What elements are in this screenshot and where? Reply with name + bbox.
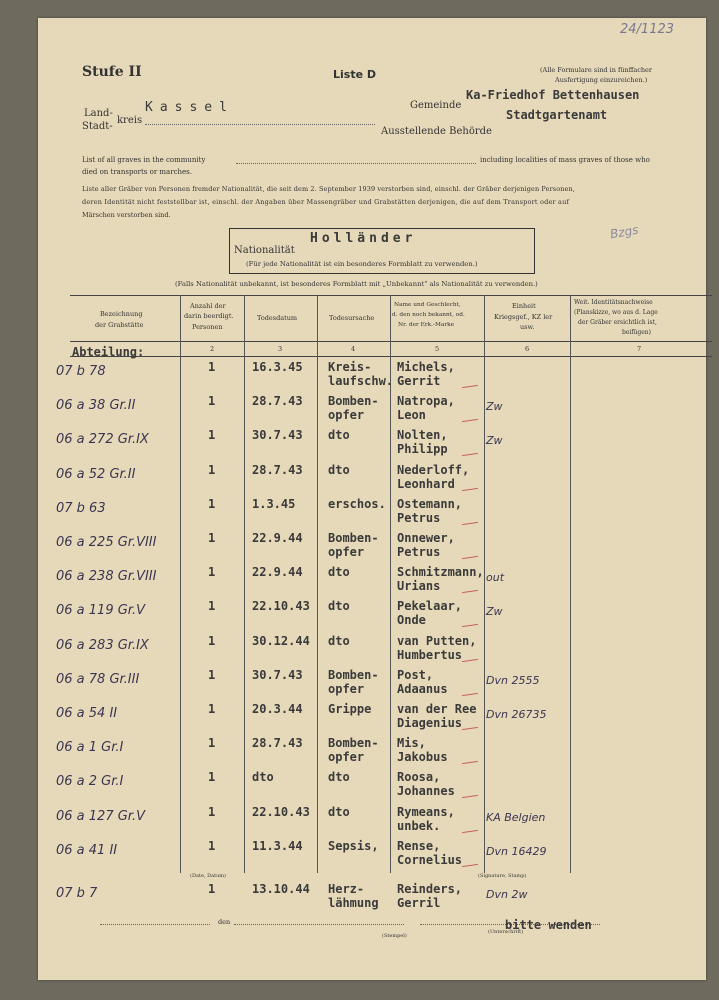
kreis-line	[145, 124, 375, 125]
name-line1: Rymeans,	[397, 805, 455, 819]
german-text-line3: Märschen verstorben sind.	[82, 211, 171, 219]
gemeinde-label: Gemeinde	[410, 100, 462, 111]
header-col5-l2: d. den noch bekannt, od.	[392, 312, 465, 318]
death-cause-line1: dto	[328, 770, 350, 784]
person-count: 1	[208, 531, 216, 545]
name-line2: Gerril	[397, 896, 441, 910]
person-count: 1	[208, 839, 216, 853]
death-date: 28.7.43	[252, 463, 303, 477]
header-col4: Todesursache	[329, 314, 375, 322]
name-line1: Michels,	[397, 360, 455, 374]
land-label: Land-	[84, 108, 113, 119]
name-line1: Onnewer,	[397, 531, 455, 545]
name-line2: Leonhard	[397, 477, 455, 491]
date-line	[234, 924, 404, 925]
name-line2: Humbertus	[397, 648, 463, 662]
name-line1: Natropa,	[397, 394, 455, 408]
header-col7-l3: der Gräber ersichtlich ist,	[578, 319, 657, 326]
person-count: 1	[208, 599, 216, 613]
name-line2: Urians	[397, 579, 441, 593]
turn-page-note: bitte wenden	[505, 918, 592, 932]
english-line-dots	[236, 163, 476, 164]
name-line2: Cornelius	[397, 853, 463, 867]
person-count: 1	[208, 805, 216, 819]
gemeinde-value: Ka-Friedhof Bettenhausen	[466, 88, 640, 102]
death-date: 13.10.44	[252, 882, 310, 896]
death-date: 22.9.44	[252, 531, 303, 545]
english-line-part1: List of all graves in the community	[82, 156, 206, 164]
death-date: dto	[252, 770, 274, 784]
stamp-caption: (Stempel)	[382, 933, 407, 939]
person-count: 1	[208, 882, 216, 896]
header-col2-l3: Personen	[192, 323, 223, 331]
death-date: 1.3.45	[252, 497, 296, 511]
handwritten-remark: KA Belgien	[486, 811, 546, 824]
german-text-line2: deren Identität nicht feststellbar ist, einschl. der Angaben über Massengräber und Grabstätten derjenigen, die auf dem Transport oder auf	[82, 198, 570, 206]
death-date: 28.7.43	[252, 394, 303, 408]
name-line2: Petrus	[397, 511, 441, 525]
grave-designation: 06 a 41 II	[56, 843, 118, 858]
handwritten-remark: Dvn 2w	[486, 888, 528, 901]
handwritten-remark: Zw	[486, 605, 503, 618]
column-divider	[244, 295, 245, 873]
table-header-rule	[70, 341, 712, 342]
name-line2: Johannes	[397, 784, 455, 798]
section-label: Abteilung:	[72, 345, 145, 359]
grave-designation: 06 a 119 Gr.V	[56, 603, 145, 618]
person-count: 1	[208, 394, 216, 408]
column-number: 3	[278, 345, 283, 353]
death-date: 30.12.44	[252, 634, 310, 648]
nationality-value: Holländer	[310, 231, 417, 246]
name-line2: Leon	[397, 408, 426, 422]
grave-designation: 06 a 38 Gr.II	[56, 398, 136, 413]
den-label: den	[218, 918, 231, 926]
grave-designation: 06 a 127 Gr.V	[56, 809, 145, 824]
german-text-line1: Liste aller Gräber von Personen fremder Nationalität, die seit dem 2. September 1939 verstorben sind, einschl. der Gräber derjenigen Personen,	[82, 185, 575, 193]
death-cause-line1: dto	[328, 428, 350, 442]
death-date: 20.3.44	[252, 702, 303, 716]
person-count: 1	[208, 565, 216, 579]
header-col6-l2: Kriegsgef., KZ ler	[494, 313, 553, 321]
death-cause-line1: dto	[328, 565, 350, 579]
table-top-rule	[70, 295, 712, 296]
death-cause-line1: Sepsis,	[328, 839, 379, 853]
grave-designation: 06 a 78 Gr.III	[56, 672, 140, 687]
name-line1: Nederloff,	[397, 463, 470, 477]
death-cause-line2: lähmung	[328, 896, 379, 910]
header-col7-l1: Weit. Identitätsnachweise	[574, 299, 653, 306]
column-number: 4	[351, 345, 356, 353]
death-date: 30.7.43	[252, 428, 303, 442]
form-title: Stufe II	[82, 64, 142, 80]
death-date: 22.9.44	[252, 565, 303, 579]
handwritten-remark: Zw	[486, 434, 503, 447]
signature-top-caption: (Signature, Stamp)	[478, 873, 527, 879]
handwritten-remark: out	[486, 571, 505, 584]
name-line2: Petrus	[397, 545, 441, 559]
name-line1: Nolten,	[397, 428, 448, 442]
death-cause-line2: opfer	[328, 545, 365, 559]
unknown-nationality-note: (Falls Nationalität unbekannt, ist besonderes Formblatt mit „Unbekannt" als Nationalität zu verwenden.)	[175, 280, 538, 288]
grave-designation: 06 a 54 II	[56, 706, 118, 721]
death-cause-line1: dto	[328, 805, 350, 819]
grave-designation: 06 a 283 Gr.IX	[56, 638, 149, 653]
person-count: 1	[208, 736, 216, 750]
person-count: 1	[208, 497, 216, 511]
note-line1: (Alle Formulare sind in fünffacher	[540, 66, 653, 74]
name-line2: unbek.	[397, 819, 441, 833]
name-line2: Diagenius	[397, 716, 463, 730]
name-line2: Onde	[397, 613, 426, 627]
kreis-label: kreis	[117, 115, 143, 126]
date-top-caption: (Date, Datum)	[190, 873, 226, 879]
grave-designation: 06 a 238 Gr.VIII	[56, 569, 157, 584]
name-line2: Gerrit	[397, 374, 441, 388]
signature-caption: (Unterschrift)	[488, 929, 524, 935]
name-line2: Jakobus	[397, 750, 448, 764]
death-date: 28.7.43	[252, 736, 303, 750]
name-line1: van Putten,	[397, 634, 477, 648]
death-cause-line1: dto	[328, 634, 350, 648]
nationality-label: Nationalität	[234, 245, 295, 256]
column-divider	[570, 295, 571, 873]
header-col5-l3: Nr. der Erk.-Marke	[398, 322, 455, 328]
death-cause-line1: Bomben-	[328, 531, 379, 545]
column-divider	[180, 295, 181, 873]
grave-designation: 06 a 2 Gr.I	[56, 774, 124, 789]
english-line2: died on transports or marches.	[82, 168, 192, 176]
death-cause-line2: opfer	[328, 682, 365, 696]
person-count: 1	[208, 360, 216, 374]
header-col5-l1: Name und Geschlecht,	[394, 302, 461, 308]
column-divider	[484, 295, 485, 873]
death-date: 22.10.43	[252, 805, 310, 819]
name-line1: Post,	[397, 668, 434, 682]
death-date: 30.7.43	[252, 668, 303, 682]
name-line1: Rense,	[397, 839, 441, 853]
handwritten-remark: Zw	[486, 400, 503, 413]
header-col2-l1: Anzahl der	[190, 302, 226, 310]
header-col1-l1: Bezeichnung	[100, 310, 143, 318]
death-date: 16.3.45	[252, 360, 303, 374]
death-cause-line2: opfer	[328, 750, 365, 764]
grave-designation: 06 a 225 Gr.VIII	[56, 535, 157, 550]
death-date: 22.10.43	[252, 599, 310, 613]
person-count: 1	[208, 770, 216, 784]
grave-designation: 06 a 272 Gr.IX	[56, 432, 149, 447]
death-cause-line1: Bomben-	[328, 394, 379, 408]
header-col6-l1: Einheit	[512, 302, 536, 310]
death-cause-line1: Bomben-	[328, 736, 379, 750]
column-number: 6	[525, 345, 530, 353]
name-line1: Roosa,	[397, 770, 441, 784]
name-line1: Ostemann,	[397, 497, 463, 511]
handwritten-remark: Dvn 26735	[486, 708, 547, 721]
death-cause-line1: erschos.	[328, 497, 386, 511]
death-cause-line1: Herz-	[328, 882, 365, 896]
kreis-value: Kassel	[145, 100, 234, 115]
list-label: Liste D	[333, 68, 377, 81]
person-count: 1	[208, 463, 216, 477]
header-col7-l2: (Planskizze, wo aus d. Lage	[574, 309, 658, 316]
header-col6-l3: usw.	[520, 323, 535, 331]
grave-designation: 06 a 52 Gr.II	[56, 467, 136, 482]
column-number: 7	[637, 345, 642, 353]
name-line2: Adaanus	[397, 682, 448, 696]
handwritten-remark: Dvn 2555	[486, 674, 540, 687]
death-cause-line1: Kreis-	[328, 360, 372, 374]
grave-designation: 07 b 7	[56, 886, 98, 901]
name-line2: Philipp	[397, 442, 448, 456]
stadt-label: Stadt-	[82, 121, 113, 132]
death-cause-line1: Grippe	[328, 702, 372, 716]
nationality-note: (Für jede Nationalität ist ein besonderes Formblatt zu verwenden.)	[246, 260, 478, 268]
column-number: 5	[435, 345, 440, 353]
name-line1: Reinders,	[397, 882, 463, 896]
death-date: 11.3.44	[252, 839, 303, 853]
person-count: 1	[208, 428, 216, 442]
behoerde-value: Stadtgartenamt	[506, 108, 608, 122]
death-cause-line1: dto	[328, 599, 350, 613]
death-cause-line1: Bomben-	[328, 668, 379, 682]
person-count: 1	[208, 668, 216, 682]
table-number-rule	[70, 356, 712, 357]
name-line1: Mis,	[397, 736, 426, 750]
death-cause-line1: dto	[328, 463, 350, 477]
archive-number: 24/1123	[620, 22, 675, 37]
place-line	[100, 924, 210, 925]
column-divider	[317, 295, 318, 873]
person-count: 1	[208, 634, 216, 648]
stamp-mark: Bzgs	[609, 222, 640, 242]
grave-designation: 07 b 78	[56, 364, 106, 379]
name-line1: Schmitzmann,	[397, 565, 484, 579]
column-number: 2	[210, 345, 215, 353]
grave-designation: 06 a 1 Gr.I	[56, 740, 124, 755]
header-col2-l2: darin beerdigt.	[184, 312, 234, 320]
header-col1-l2: der Grabstätte	[95, 321, 144, 329]
header-col7-l4: beifügen)	[622, 329, 651, 336]
grave-designation: 07 b 63	[56, 501, 106, 516]
name-line1: Pekelaar,	[397, 599, 463, 613]
name-line1: van der Ree	[397, 702, 477, 716]
death-cause-line2: opfer	[328, 408, 365, 422]
behoerde-label: Ausstellende Behörde	[381, 126, 492, 137]
death-cause-line2: laufschw.	[328, 374, 394, 388]
person-count: 1	[208, 702, 216, 716]
note-line2: Ausfertigung einzureichen.)	[555, 76, 648, 84]
english-line-part2: including localities of mass graves of those who	[480, 156, 650, 164]
header-col3: Todesdatum	[257, 314, 298, 322]
handwritten-remark: Dvn 16429	[486, 845, 547, 858]
